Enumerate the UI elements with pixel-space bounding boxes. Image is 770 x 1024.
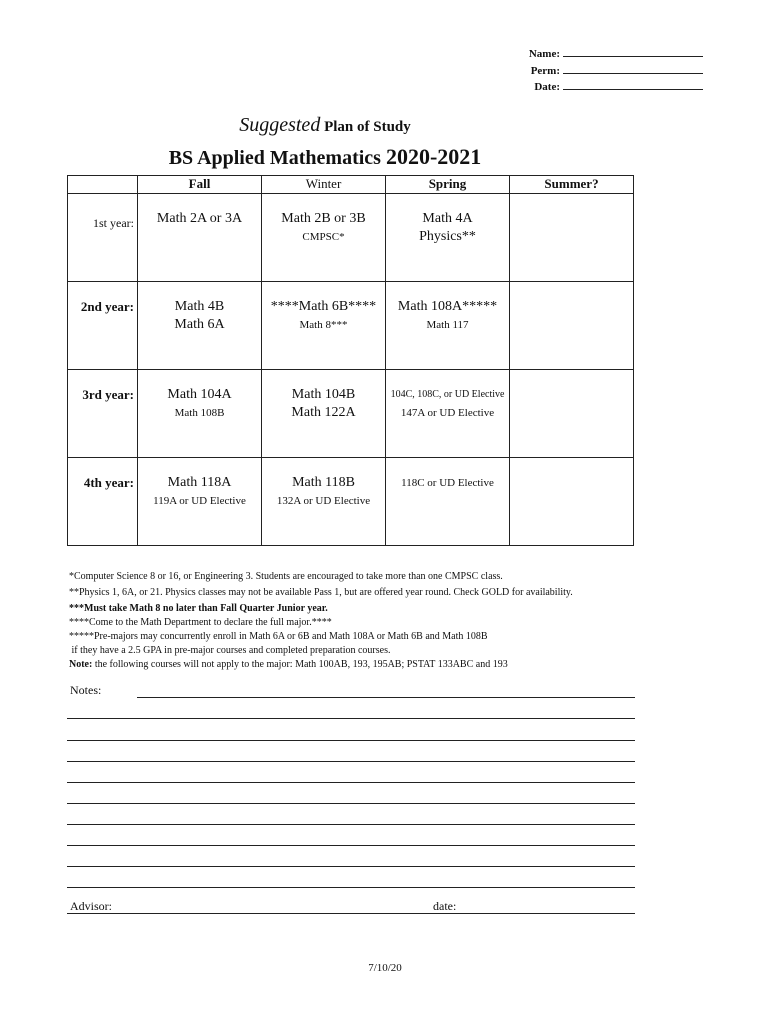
cell-1-summer [510,194,634,282]
cell-3-fall [138,370,262,458]
subtitle [0,114,650,137]
notes-line[interactable] [67,803,635,804]
footnote: **Physics 1, 6A, or 21. Physics classes may not be available Pass 1, but are offered year round. Check GOLD for availability. [69,587,573,598]
course: Math 8*** [299,319,348,331]
notes-line[interactable] [67,740,635,741]
course: Math 108B [174,407,225,419]
subtitle-rest: Plan of Study [324,119,411,135]
date-label: Date: [534,81,560,93]
course: 104C, 108C, or UD Elective [390,389,505,400]
cell-3-summer [510,370,634,458]
notes-label: Notes: [70,683,102,697]
row-label-4: 4th year: [68,458,138,546]
cell-2-winter [262,282,386,370]
cell-4-winter [262,458,386,546]
cell-2-spring [386,282,510,370]
date-field[interactable] [534,79,703,93]
date-line[interactable] [563,79,703,90]
footnote: if they have a 2.5 GPA in pre-major courses and completed preparation courses. [69,645,391,656]
plan-table [67,175,634,546]
notes-line[interactable] [67,866,635,867]
course: Math 4B [174,299,225,314]
cell-4-spring [386,458,510,546]
notes-line[interactable] [67,782,635,783]
col-header-winter: Winter [262,176,386,194]
perm-field[interactable] [531,63,703,77]
course: Math 4A [422,211,473,226]
footer-date: 7/10/20 [368,962,402,974]
advisor-date-label: date: [433,899,457,913]
notes-line[interactable] [137,697,635,698]
course: Math 6A [174,317,225,332]
cell-4-fall [138,458,262,546]
table-row [68,458,634,546]
name-field[interactable] [529,46,703,60]
footnote: ***Must take Math 8 no later than Fall Quarter Junior year. [69,603,328,614]
col-header-fall: Fall [138,176,262,194]
col-header-summer: Summer? [510,176,634,194]
footnote: ****Come to the Math Department to declare the full major.**** [69,617,332,628]
course: Math 108A***** [397,299,498,314]
table-row [68,194,634,282]
course: Physics** [419,229,476,244]
course: 119A or UD Elective [153,495,246,507]
title-year: 2020-2021 [385,144,482,169]
footnote: *Computer Science 8 or 16, or Engineering 3. Students are encouraged to take more than one CMPSC class. [69,571,503,582]
advisor-line[interactable] [67,913,635,914]
name-line[interactable] [563,46,703,57]
perm-line[interactable] [563,63,703,74]
row-label-3: 3rd year: [68,370,138,458]
notes-line[interactable] [67,824,635,825]
notes-line[interactable] [67,718,635,719]
advisor-label: Advisor: [70,899,112,913]
course: Math 118A [167,475,232,490]
course: Math 104A [167,387,232,402]
course: 118C or UD Elective [401,477,494,489]
course: Math 118B [292,475,355,490]
cell-4-summer [510,458,634,546]
cell-1-spring [386,194,510,282]
cell-1-fall [138,194,262,282]
cell-3-winter [262,370,386,458]
table-row [68,282,634,370]
cell-1-winter [262,194,386,282]
notes-line[interactable] [67,845,635,846]
row-label-1: 1st year: [68,194,138,282]
course: 132A or UD Elective [276,495,371,507]
course: Math 104B [291,387,356,402]
course: Math 122A [291,405,356,420]
course: Math 117 [426,319,469,331]
cell-2-fall [138,282,262,370]
notes-line[interactable] [67,761,635,762]
table-row [68,370,634,458]
row-label-2: 2nd year: [68,282,138,370]
table-header-row [68,176,634,194]
subtitle-italic: Suggested [239,114,321,136]
cell-2-summer [510,282,634,370]
note-text: the following courses will not apply to the major: Math 100AB, 193, 195AB; PSTAT 133ABC and 193 [92,659,508,670]
col-header-spring: Spring [386,176,510,194]
course: Math 2A or 3A [156,211,243,226]
course: CMPSC* [302,231,345,243]
notes-line[interactable] [67,887,635,888]
cell-3-spring [386,370,510,458]
page-title [0,144,650,170]
course: ****Math 6B**** [270,299,377,314]
footnote-final [69,659,508,670]
course: 147A or UD Elective [400,407,495,419]
perm-label: Perm: [530,65,560,77]
name-label: Name: [528,48,560,60]
course: Math 2B or 3B [281,211,366,226]
title-main: BS Applied Mathematics [168,147,381,169]
note-bold: Note: [69,659,93,670]
col-header-blank [68,176,138,194]
footnote: *****Pre-majors may concurrently enroll in Math 6A or 6B and Math 108A or Math 6B and Math 108B [69,631,488,642]
